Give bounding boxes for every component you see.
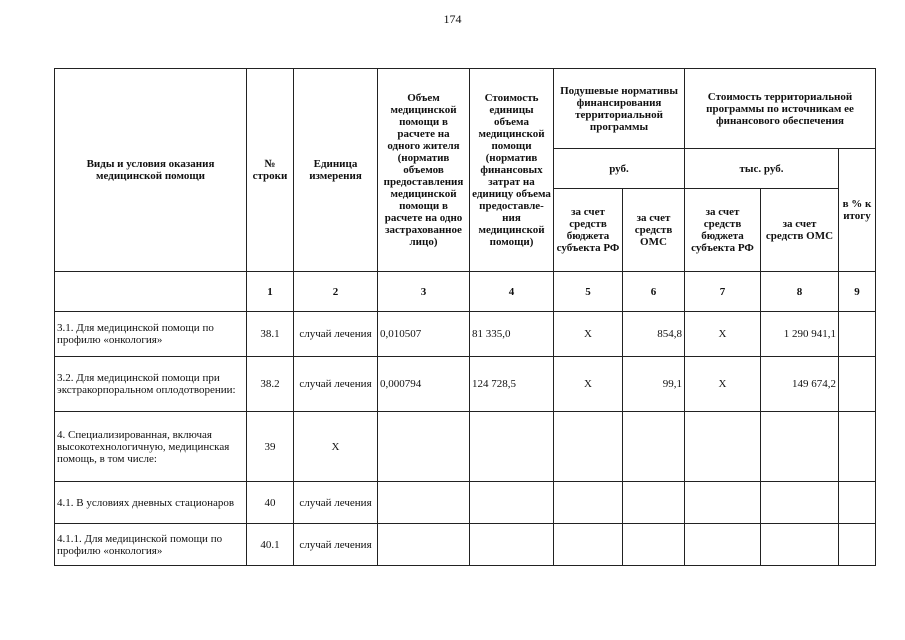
row-label: 4.1.1. Для медицинской помощи по профилю «онкология» xyxy=(55,524,247,566)
column-number: 7 xyxy=(685,272,761,312)
row-cost xyxy=(470,524,554,566)
row-total-budget: Х xyxy=(685,357,761,412)
row-percent xyxy=(839,357,876,412)
row-per-capita-budget xyxy=(554,412,623,482)
row-total-budget: Х xyxy=(685,312,761,357)
column-number-empty xyxy=(55,272,247,312)
header-rub: руб. xyxy=(554,149,685,189)
row-number: 40 xyxy=(247,482,294,524)
header-per-capita-group: Подушевые нормативы финансирования территориальной программы xyxy=(554,69,685,149)
column-number: 8 xyxy=(761,272,839,312)
row-volume: 0,010507 xyxy=(378,312,470,357)
row-total-oms xyxy=(761,412,839,482)
row-per-capita-budget: Х xyxy=(554,357,623,412)
header-volume: Объем медицинской помощи в расчете на одного жителя (норматив объемов предоставления медицинской помощи в расчете на одно застрахованное лицо) xyxy=(378,69,470,272)
column-number: 9 xyxy=(839,272,876,312)
row-number: 39 xyxy=(247,412,294,482)
column-number: 2 xyxy=(294,272,378,312)
row-per-capita-oms xyxy=(623,482,685,524)
header-unit: Единица измерения xyxy=(294,69,378,272)
row-per-capita-budget xyxy=(554,482,623,524)
header-thousand-rub: тыс. руб. xyxy=(685,149,839,189)
row-label: 4. Специализированная, включая высокотехнологичную, медицинская помощь, в том числе: xyxy=(55,412,247,482)
table-row xyxy=(55,524,876,566)
column-number: 4 xyxy=(470,272,554,312)
row-unit: случай лечения xyxy=(294,357,378,412)
row-volume xyxy=(378,412,470,482)
row-cost: 124 728,5 xyxy=(470,357,554,412)
header-budget-rf-total: за счет средств бюджета субъекта РФ xyxy=(685,189,761,272)
row-percent xyxy=(839,524,876,566)
row-total-oms: 149 674,2 xyxy=(761,357,839,412)
row-unit: случай лечения xyxy=(294,482,378,524)
header-oms-total: за счет средств ОМС xyxy=(761,189,839,272)
row-number: 38.2 xyxy=(247,357,294,412)
row-total-budget xyxy=(685,412,761,482)
header-budget-rf-per-capita: за счет средств бюджета субъекта РФ xyxy=(554,189,623,272)
row-total-oms xyxy=(761,482,839,524)
row-label: 4.1. В условиях дневных стационаров xyxy=(55,482,247,524)
column-number: 1 xyxy=(247,272,294,312)
row-unit: случай лечения xyxy=(294,524,378,566)
column-number: 3 xyxy=(378,272,470,312)
table-row xyxy=(55,482,876,524)
row-label: 3.2. Для медицинской помощи при экстракорпоральном оплодотворении: xyxy=(55,357,247,412)
column-number: 5 xyxy=(554,272,623,312)
row-total-budget xyxy=(685,524,761,566)
row-per-capita-budget: Х xyxy=(554,312,623,357)
financing-table xyxy=(54,68,876,566)
row-unit: случай лечения xyxy=(294,312,378,357)
row-per-capita-oms xyxy=(623,412,685,482)
row-total-oms xyxy=(761,524,839,566)
row-cost xyxy=(470,412,554,482)
row-label: 3.1. Для медицинской помощи по профилю «онкология» xyxy=(55,312,247,357)
row-cost: 81 335,0 xyxy=(470,312,554,357)
header-percent-total: в % к итогу xyxy=(839,149,876,272)
table-row xyxy=(55,312,876,357)
header-oms-per-capita: за счет средств ОМС xyxy=(623,189,685,272)
row-unit: Х xyxy=(294,412,378,482)
row-volume: 0,000794 xyxy=(378,357,470,412)
table-row xyxy=(55,412,876,482)
header-type: Виды и условия оказания медицинской помощи xyxy=(55,69,247,272)
header-row-number: № строки xyxy=(247,69,294,272)
column-number: 6 xyxy=(623,272,685,312)
row-total-budget xyxy=(685,482,761,524)
row-percent xyxy=(839,482,876,524)
table-row xyxy=(55,357,876,412)
row-volume xyxy=(378,524,470,566)
row-cost xyxy=(470,482,554,524)
row-volume xyxy=(378,482,470,524)
row-per-capita-budget xyxy=(554,524,623,566)
page-number: 174 xyxy=(443,12,462,26)
row-number: 40.1 xyxy=(247,524,294,566)
row-percent xyxy=(839,312,876,357)
row-percent xyxy=(839,412,876,482)
header-cost-group: Стоимость территориальной программы по источникам ее финансового обеспечения xyxy=(685,69,876,149)
header-cost: Стоимость единицы объема медицинской помощи (норматив финансовых затрат на единицу объема предоставле-ния медицинской помощи) xyxy=(470,69,554,272)
row-per-capita-oms: 99,1 xyxy=(623,357,685,412)
row-total-oms: 1 290 941,1 xyxy=(761,312,839,357)
row-per-capita-oms: 854,8 xyxy=(623,312,685,357)
row-number: 38.1 xyxy=(247,312,294,357)
row-per-capita-oms xyxy=(623,524,685,566)
